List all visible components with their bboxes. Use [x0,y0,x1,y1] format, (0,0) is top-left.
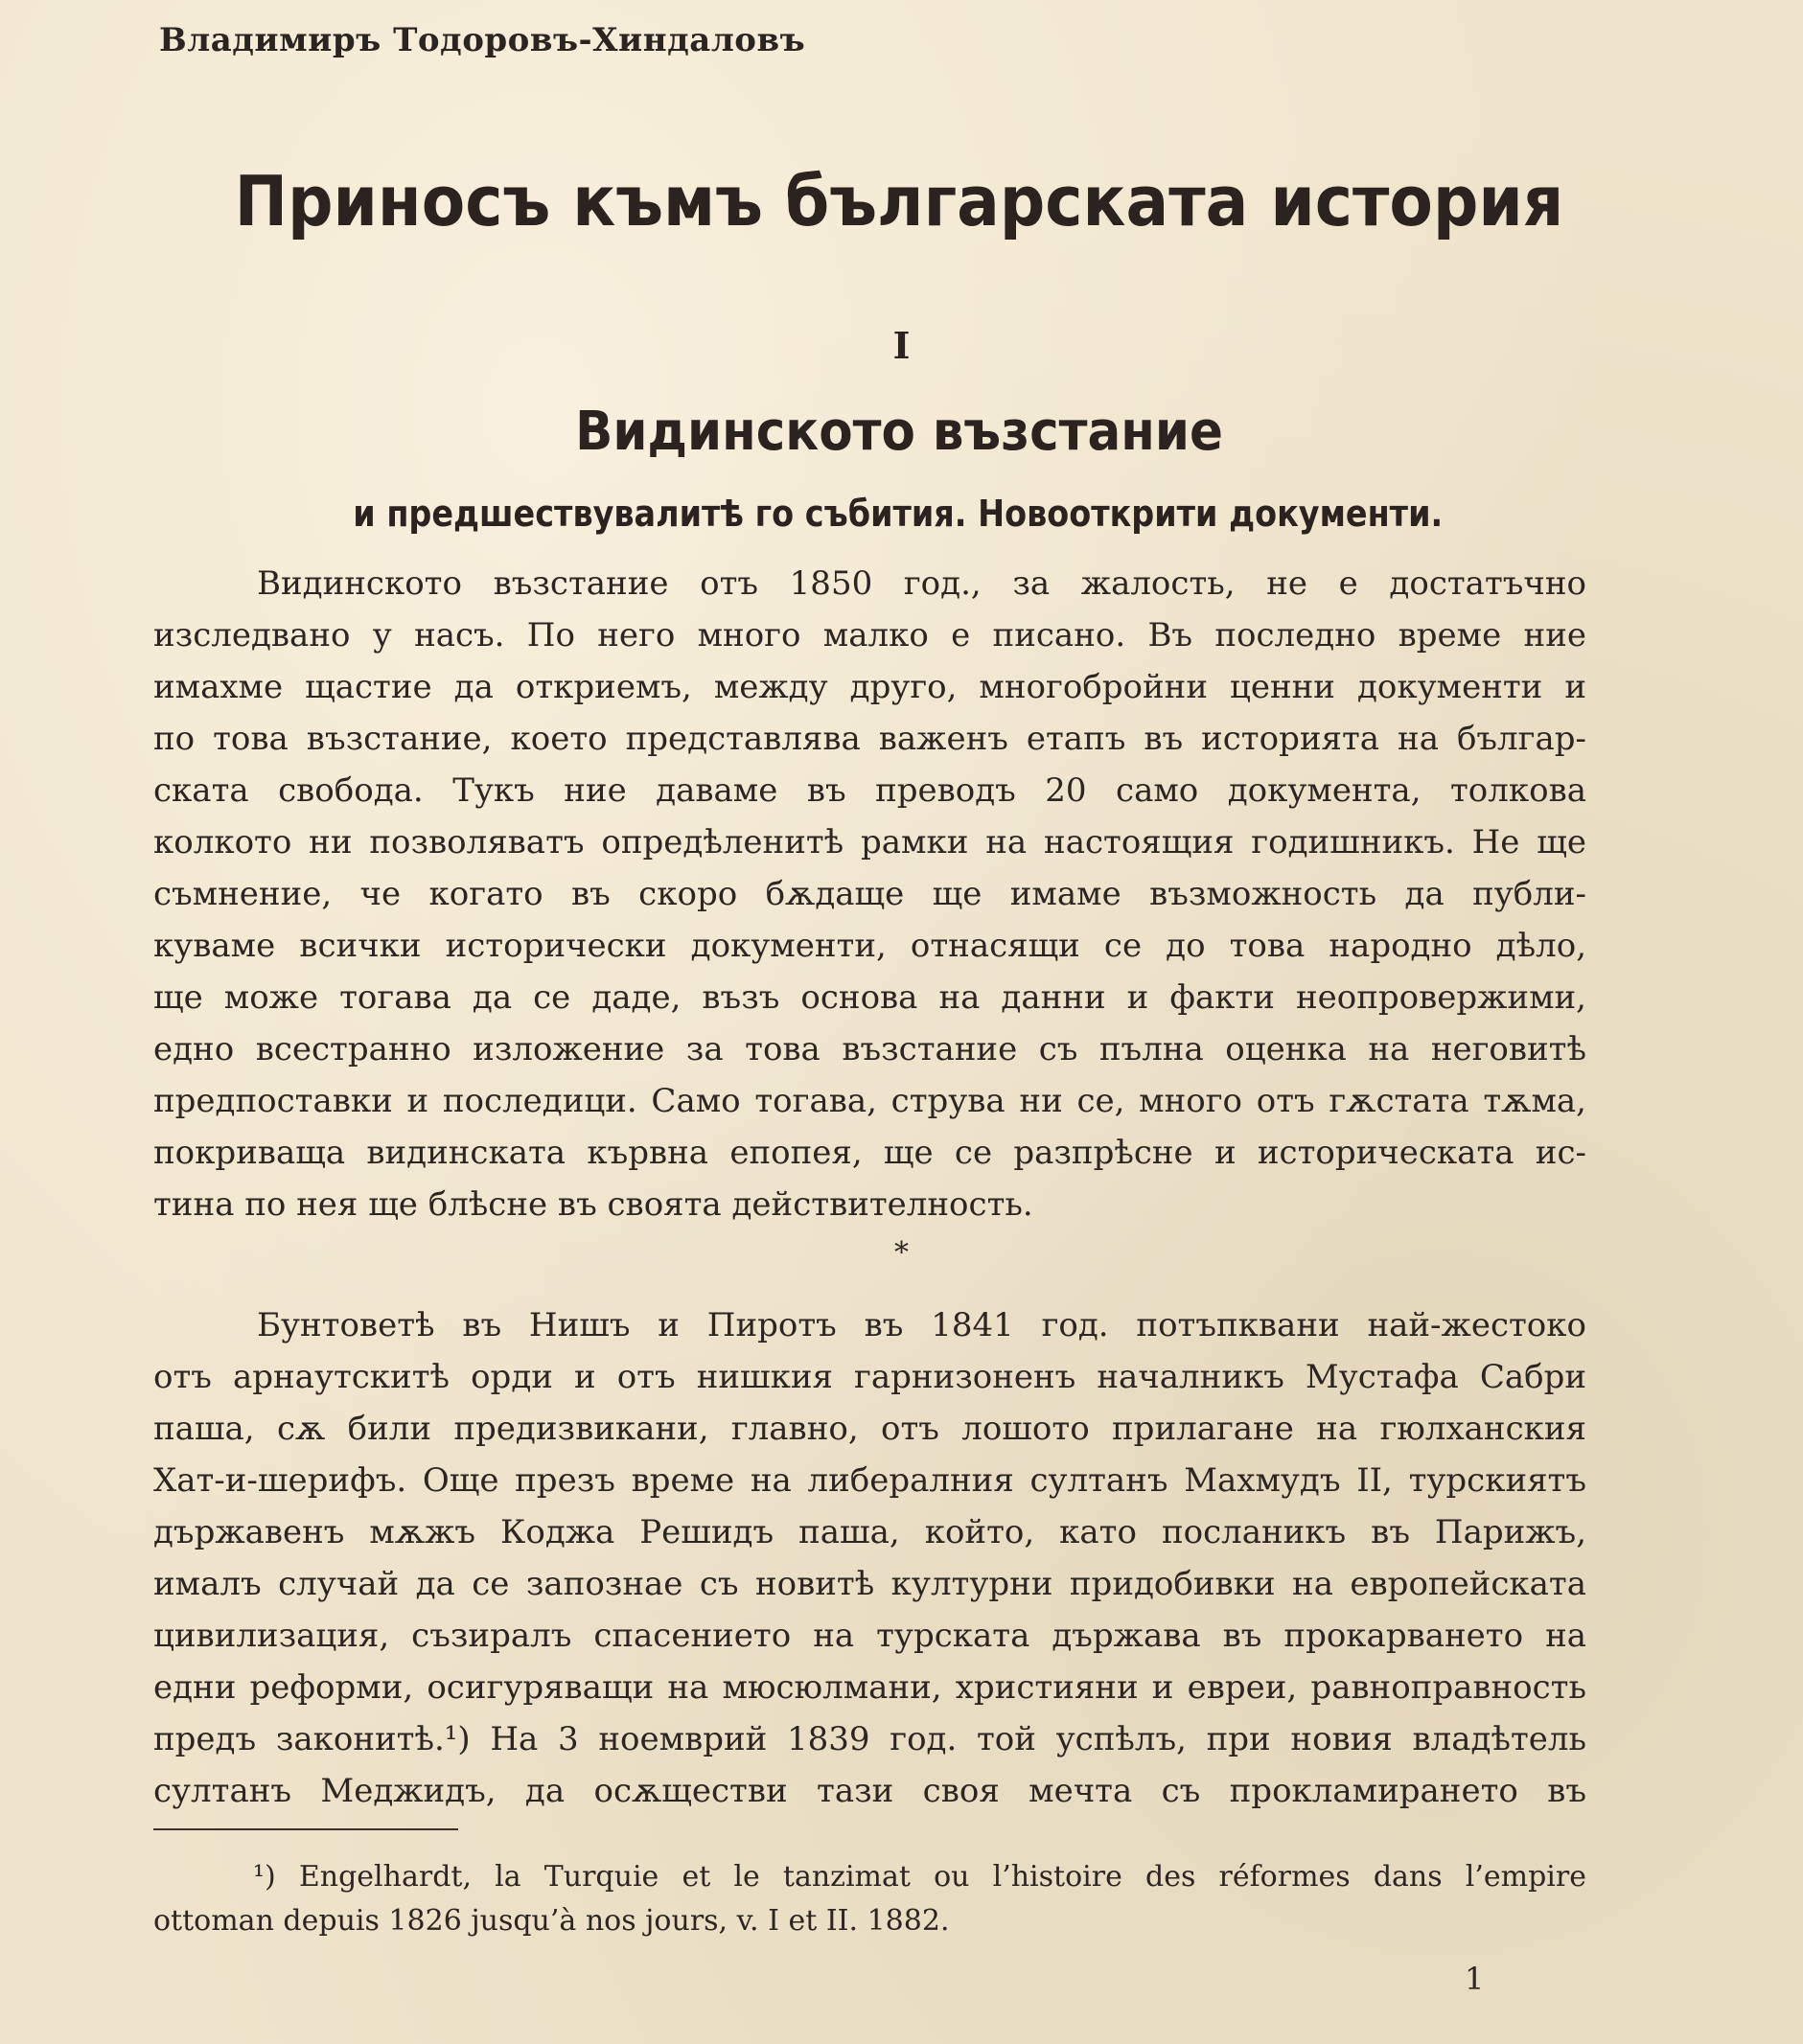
paragraph-revolts [153,1299,1586,1817]
text-line: Видинското възстание отъ 1850 год., за жалость, не е достатъчно [257,564,1586,603]
text-line: ще може тогава да се даде, възъ основа на данни и факти неопровержими, [153,978,1586,1017]
text-line: предпоставки и последици. Само тогава, струва ни се, много отъ гѫстата тѫма, [153,1082,1586,1120]
text-line: цивилизация, съзиралъ спасението на турската държава въ прокарването на [153,1617,1586,1655]
paragraph-intro [153,558,1586,1230]
text-line: съмнение, че когато въ скоро бѫдаще ще имаме възможность да публи- [153,875,1586,913]
text-line: ималъ случай да се запознае съ новитѣ културни придобивки на европейската [153,1565,1586,1603]
text-line: държавенъ мѫжъ Коджа Решидъ паша, който, като посланикъ въ Парижъ, [153,1513,1586,1551]
text-line: отъ арнаутскитѣ орди и отъ нишкия гарнизоненъ началникъ Мустафа Сабри [153,1358,1586,1396]
text-line: тина по нея ще блѣсне въ своята действителность. [153,1185,1033,1224]
text-line: Бунтоветѣ въ Нишъ и Пиротъ въ 1841 год. потъпквани най-жестоко [257,1306,1586,1344]
text-line: по това възстание, което представлява важенъ етапъ въ историята на българ- [153,720,1586,758]
text-line: имахме щастие да откриемъ, между друго, многобройни ценни документи и [153,668,1586,706]
text-line: колкото ни позволяватъ опредѣленитѣ рамки на настоящия годишникъ. Не ще [153,823,1586,861]
main-title: Приносъ къмъ българската история [234,161,1564,241]
text-line: ската свобода. Тукъ ние даваме въ преводъ 20 само документа, толкова [153,771,1586,810]
text-line: паша, сѫ били предизвикани, главно, отъ лошото прилагане на гюлханския [153,1410,1586,1448]
text-line: покриваща видинската кървна епопея, ще се разпрѣсне и историческата ис- [153,1134,1586,1172]
text-line: куваме всички исторически документи, отнасящи се до това народно дѣло, [153,927,1586,965]
footnote-line: ottoman depuis 1826 jusqu’à nos jours, v. I et II. 1882. [153,1904,950,1938]
text-line: султанъ Меджидъ, да осѫществи тази своя мечта съ прокламирането въ [153,1772,1586,1810]
author-name: Владимиръ Тодоровъ-Хиндаловъ [159,21,806,59]
text-line: Хат-и-шерифъ. Още презъ време на либералния султанъ Махмудъ II, турскиятъ [153,1461,1586,1500]
text-line: изследвано у насъ. По него много малко е писано. Въ последно време ние [153,616,1586,655]
section-subtitle: и предшествувалитѣ го събития. Новооткрити документи. [353,493,1444,535]
section-separator: * [894,1236,909,1270]
section-title: Видинското възстание [575,401,1223,463]
text-line: едно всестранно изложение за това възстание съ пълна оценка на неговитѣ [153,1030,1586,1068]
footnote [153,1855,1586,1943]
text-line: едни реформи, осигуряващи на мюсюлмани, християни и евреи, равноправность [153,1668,1586,1707]
footnote-divider [153,1828,458,1830]
footnote-line: ¹) Engelhardt, la Turquie et le tanzimat ou l’histoire des réformes dans l’empire [253,1860,1586,1894]
part-number: I [892,324,911,367]
page-number: 1 [1465,1961,1485,1997]
text-line: предъ законитѣ.¹) На 3 ноемврий 1839 год. той успѣлъ, при новия владѣтель [153,1720,1586,1758]
